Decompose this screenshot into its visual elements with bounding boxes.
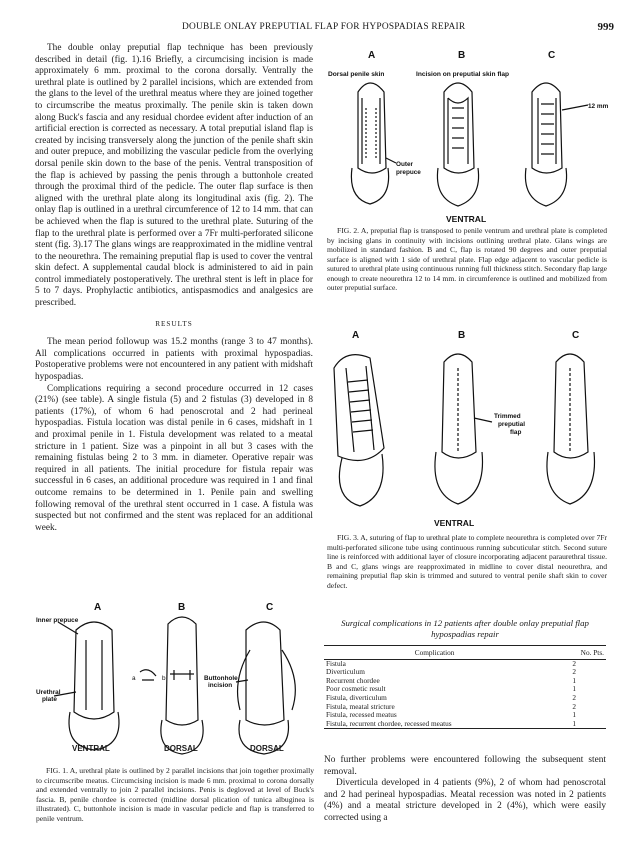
table-cell: Fistula, recessed meatus: [326, 710, 397, 720]
figure-3-caption-text: FIG. 3. A, suturing of flap to urethral plate to complete neourethra is completed over 7Fr multi-perforated silicone tube using continuous running subcuticular stitch. Second suture line is reinforced with additional layer of closure incorporating adjacent paraurethral tissue. B and C, glans wings are reapproximated in midline to cover distal neourethra, and remaining preputial flap skin is trimmed and sutured to ventral penile shaft skin to cover defect.: [327, 533, 607, 590]
table-cell: Fistula, recurrent chordee, recessed meatus: [324, 720, 545, 729]
table-cell: Poor cosmetic result: [326, 684, 386, 694]
fig2-label-prepuce: prepuce: [396, 169, 421, 176]
paragraph-stent-removal: No further problems were encountered following the subsequent stent removal.: [324, 755, 606, 777]
complications-table-grid: [324, 645, 606, 730]
table-cell: 1: [572, 675, 576, 685]
fig1-view-c: DORSAL: [250, 744, 284, 753]
fig2-letter-a: A: [368, 50, 376, 61]
fig1-letter-b: B: [178, 602, 186, 613]
figure-1-view-labels: [36, 744, 316, 756]
fig3-label-trimmed: Trimmed: [494, 413, 521, 420]
table-row: [324, 659, 606, 668]
table-cell: Recurrent chordee: [326, 675, 380, 685]
fig1-label-inner-prepuce: Inner prepuce: [36, 617, 79, 624]
table-cell: 2: [572, 692, 576, 702]
table-cell: 1: [545, 720, 606, 729]
fig2-letter-c: C: [548, 50, 556, 61]
fig2-view-label: VENTRAL: [446, 214, 487, 224]
fig2-label-outer: Outer: [396, 161, 414, 168]
fig3-letter-b: B: [458, 330, 466, 341]
fig1-letter-a: A: [94, 602, 102, 613]
table-cell: Diverticulum: [326, 667, 365, 677]
fig2-label-incision: Incision on preputial skin flap: [416, 71, 510, 78]
fig3-label-preputial: preputial: [498, 421, 525, 428]
table-cell: 2: [572, 667, 576, 677]
table-cell: Fistula, meatal stricture: [326, 701, 395, 711]
fig1-label-urethral: Urethral: [36, 689, 61, 696]
paragraph-technique: The double onlay preputial flap technique has been previously described in detail (fig. 1).16 Briefly, a circumcising incision is made approximately 6 mm. proximal to the corona dorsally. Ventrally the urethral plate is outlined by 2 parallel incisions, which are extended from the glans to the level of the urethral meatus where they are joined together to circumscribe the meatus proximally. The penile skin is taken down along Buck's fascia and any residual chordee evident after induction of an artificial erection is corrected as necessary. A total preputial island flap is created by incising transversely along the junction of the penile shaft skin and outer prepuce, and mobilizing the vascular pedicle from the overlying dorsal penile skin down to the base of the penis. Ventral transposition of the flap is achieved by passing the penis through a buttonhole created through the proximal third of the pedicle. The outer flap surface is then aligned with the urethral plate along its longitudinal axis (fig. 2). The onlay flap is outlined in a urethral circumference of 12 to 14 mm. that can be achieved when the flap is sutured to the urethral plate. Suturing of the flap to the urethral plate is performed over a 7Fr multi-perforated silicone stent (fig. 3).17 The glans wings are reapproximated in the midline ventral to the neourethra. The remaining preputial flap is used to cover the ventral skin defect. A supplemental caudal block is administered to aid in pain control immediately postoperatively. The urethral stent is left in place for 5 to 7 days. Prophylactic antibiotics, antispasmodics and analgesics are prescribed.: [35, 43, 313, 309]
figure-2-caption-text: FIG. 2. A, preputial flap is transposed to penile ventrum and urethral plate is completed by incising glans in continuity with incisions outlining urethral plate. Glans wings are mobilized in standard fashion. B and C, flap is rotated 90 degrees and outer preputial surface is aligned with 1 side of urethral plate. Flap edge adjacent to vascular pedicle is sutured to urethral plate using continuous running full thickness stitch. Secondary flap large enough to create neourethra 12 to 14 mm. in circumference is outlined and mobilized from outer preputial surface.: [327, 226, 607, 292]
fig1-label-incision: incision: [208, 682, 233, 689]
figure-1-illustration: [36, 600, 316, 755]
fig3-letter-a: A: [352, 330, 360, 341]
fig1-letter-c: C: [266, 602, 274, 613]
running-title: DOUBLE ONLAY PREPUTIAL FLAP FOR HYPOSPADIAS REPAIR: [182, 22, 466, 32]
paragraph-diverticula: Diverticula developed in 4 patients (9%), 2 of whom had penoscrotal and 2 had perineal hypospadias. Meatal recession was noted in 2 patients (4%) and a meatal stricture developed in 2 (4%), which were easily corrected using a: [324, 778, 606, 823]
fig3-view-label: VENTRAL: [434, 518, 475, 528]
running-header: [0, 22, 638, 36]
table-cell: 2: [572, 701, 576, 711]
figure-3-illustration: [326, 328, 616, 530]
table-title: Surgical complications in 12 patients after double onlay preputial flap hypospadias repair: [341, 618, 589, 639]
fig2-label-dorsal-skin: Dorsal penile skin: [328, 71, 385, 78]
paragraph-complications: Complications requiring a second procedure occurred in 12 cases (21%) (see table). A single fistula (5) and 2 fistulas (3) developed in 8 patients (17%), of whom 6 had penoscrotal and 2 had perineal hypospadias. Fistula location was distal penile in 6 cases, midshaft in 1 and proximal penile in 1. Fistula development was related to a meatal stricture in 1 patient. Size was a pinpoint in all but 3 cases with the remaining fistulas being 2 to 3 mm. in diameter. Operative repair was required in all patients. The initial procedure for fistula repair was successful in 6 cases, an additional procedure was required in 1 and final outcome remains to be determined in 1. Penile pain and swelling following removal of the urethral stent occurred in 1 case. A fistula was suspected but not confirmed and the stent was replaced for an additional week.: [35, 383, 313, 533]
paragraph-followup: The mean period followup was 15.2 months (range 3 to 47 months). All complications occurred in patients with proximal hypospadias. Postoperative problems were not encountered in any patient with midshaft hypospadias.: [35, 337, 313, 383]
figure-2-caption: [327, 226, 607, 293]
fig2-letter-b: B: [458, 50, 466, 61]
fig1-marker-b: b: [162, 675, 166, 682]
table-cell: Fistula, diverticulum: [326, 692, 387, 702]
right-column-body: [324, 755, 606, 825]
fig1-label-buttonhole: Buttonhole: [204, 675, 238, 682]
results-heading: RESULTS: [155, 319, 193, 328]
table-header-no-pts: No. Pts.: [545, 645, 606, 659]
figure-2-illustration: [326, 48, 616, 224]
table-cell: 1: [572, 684, 576, 694]
fig1-view-a: VENTRAL: [72, 744, 110, 753]
figure-3-caption: [327, 533, 607, 590]
page-number: 999: [597, 21, 614, 33]
fig1-view-b: DORSAL: [164, 744, 198, 753]
figure-1-caption-text: FIG. 1. A, urethral plate is outlined by 2 parallel incisions that join together proximally to circumscribe meatus. Circumcising incision is made 6 mm. proximal to corona dorsally and extended ventrally to join 2 parallel incisions. Penis is degloved at level of Buck's fascia. B, penile chordee is corrected (midline dorsal plication of tunica albuginea is illustrated). C, buttonhole incision is made in vascular pedicle and flap is transferred to penile ventrum.: [36, 766, 314, 823]
fig1-marker-a: a: [132, 675, 136, 682]
table-row: [324, 720, 606, 729]
fig3-label-flap: flap: [510, 429, 522, 436]
figure-1-caption: [36, 766, 314, 823]
table-cell: 2: [572, 658, 576, 668]
fig3-letter-c: C: [572, 330, 580, 341]
fig2-label-12mm: 12 mm: [588, 103, 609, 110]
table-cell: 1: [572, 710, 576, 720]
table-header-complication: Complication: [324, 645, 545, 659]
table-cell: Fistula: [326, 658, 346, 668]
complications-table: [324, 618, 606, 729]
fig1-label-plate: plate: [42, 696, 57, 703]
left-column-body: [35, 43, 313, 534]
